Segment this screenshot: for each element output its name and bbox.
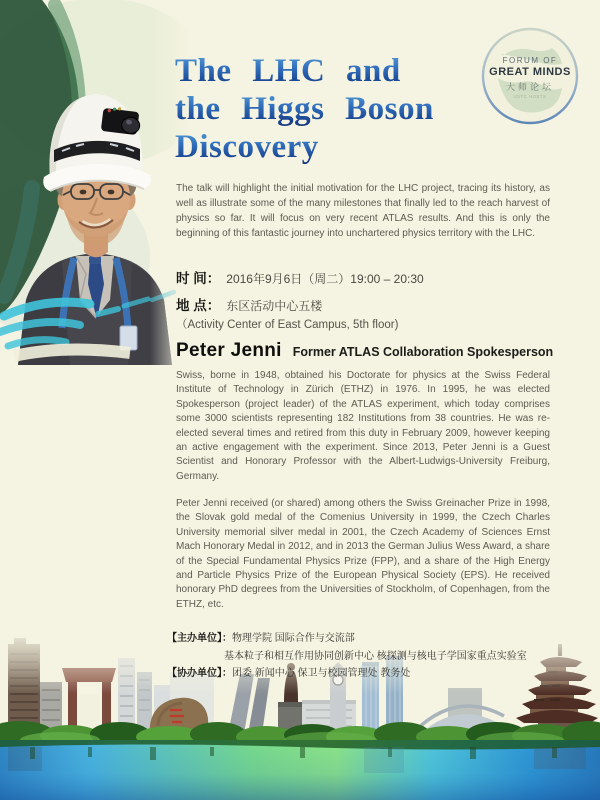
co-organizers-line [167,665,587,683]
host-line2: 基本粒子和相互作用协同创新中心 核探测与核电子学国家重点实验室 [224,650,527,662]
speaker-heading [176,340,576,362]
lake-water [0,740,600,800]
speaker-role: Former ATLAS Collaboration Spokesperson [292,345,554,359]
speaker-name: Peter Jenni [176,340,282,361]
co-label: 【协办单位】： [167,668,232,679]
time-value: 2016年9月6日（周二）19:00 – 20:30 [226,272,424,286]
time-label: 时 间： [176,271,221,286]
talk-abstract: The talk will highlight the initial motivation for the LHC project, tracing its history, as well as illustrate some of the many milestones that finally led to the reach harvest of physics so far. It will focus on very recent ATLAS results. And this is only the beginning of this fantastic journey into unchartered physics territory with the LHC. [176,183,550,239]
venue-label: 地 点： [176,298,221,313]
time-row [176,267,566,287]
organizers-block [167,630,587,683]
title-line-2: the Higgs Boson [175,90,575,128]
host-line1: 物理学院 国际合作与交流部 [232,633,355,644]
schedule-block [176,267,566,332]
poster-title [175,52,575,166]
host-organizers-line [167,630,587,648]
speaker-bio-2: Peter Jenni received (or shared) among others the Swiss Greinacher Prize in 1998, the Slovak gold medal of the Comenius University in 1999, the Czech Charles University memorial silver medal in 2001, the Czech Academy of Sciences Ernst Mach Honorary Medal in 2012, and in 2013 the German Julius Wess Award, a share of the Special Fundamental Physics Prize (FPP), and a share of the High Energy and Particle Physics Prize of the European Physical Society (EPS). He received honorary PhD degrees from the Universities of Stockholm, of Copenhagen, from the ETHZ, etc. [176,498,550,610]
speaker-photo [0,0,192,365]
host-label: 【主办单位】： [167,633,232,644]
venue-value: 东区活动中心五楼 [226,299,323,313]
venue-english: （Activity Center of East Campus, 5th floor) [176,319,399,331]
title-line-1: The LHC and [175,52,575,90]
speaker-bio-1: Swiss, borne in 1948, obtained his Doctorate for physics at the Swiss Federal Institute of Technology in Zürich (ETHZ) in 1976. In 1995, he was elected Spokesperson (project leader) of the ATLAS experiment, which today comprises some 3000 scientists representing 182 Institutions from 38 countries. He was re-elected several times and retired from this duty in February 2009, however keeping an active engagement with the experiment. Since 2013, Peter Jenni is a Guest Scientist and Honorary Professor with the Albert-Ludwigs-University Freiburg, Germany. [176,370,550,482]
co-line: 团委 新闻中心 保卫与校园管理处 教务处 [232,668,411,679]
venue-row [176,294,566,314]
title-line-3: Discovery [175,128,575,166]
